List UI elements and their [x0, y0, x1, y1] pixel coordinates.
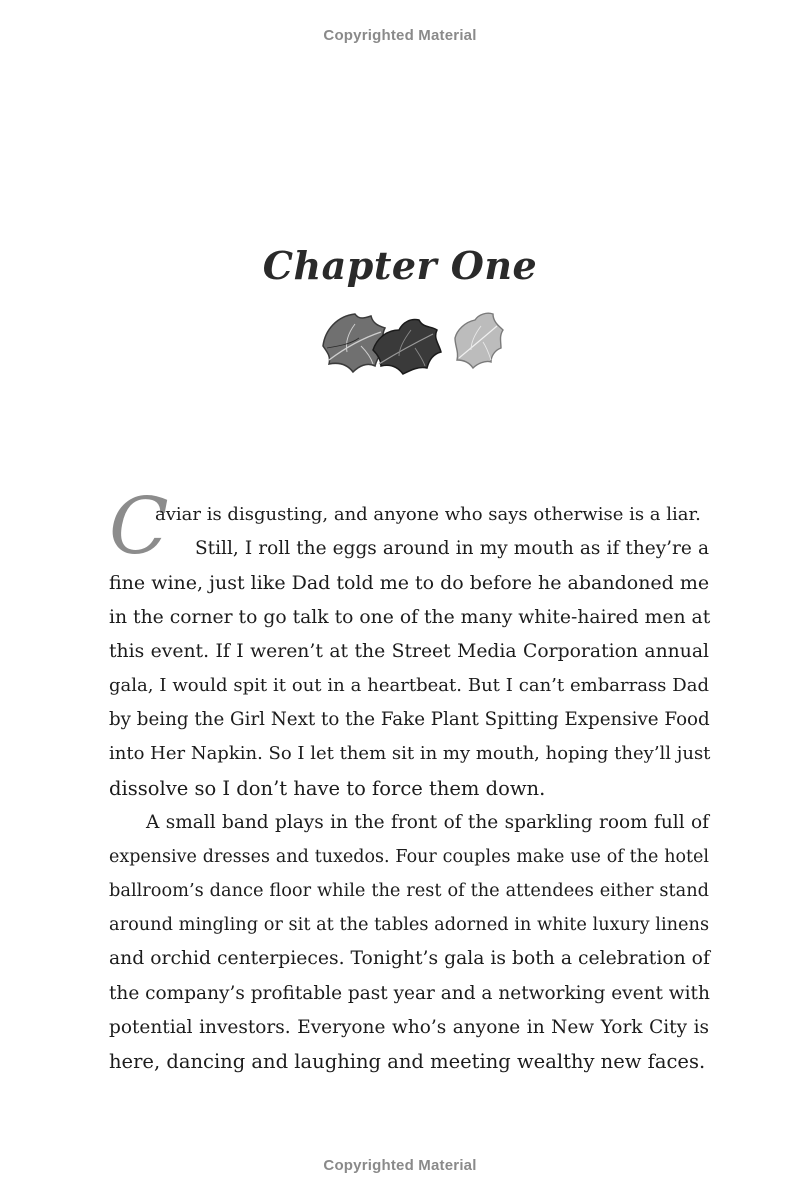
text-line: fine wine, just like Dad told me to do before he abandoned me — [109, 572, 710, 595]
text-line: A small band plays in the front of the sparkling room full of — [146, 811, 709, 833]
text-line: this event. If I weren’t at the Street Media Corporation annual — [109, 640, 709, 662]
text-line: the company’s profitable past year and a networking event with — [109, 982, 710, 1004]
autumn-leaves-icon — [315, 308, 507, 378]
text-line: in the corner to go talk to one of the many white-haired men at — [109, 606, 711, 628]
text-line: potential investors. Everyone who’s anyone in New York City is — [109, 1016, 709, 1038]
drop-cap: C — [109, 482, 169, 572]
text-line: around mingling or sit at the tables adorned in white luxury linens — [109, 915, 710, 936]
chapter-body — [109, 532, 709, 1079]
text-line: dissolve so I don’t have to force them down. — [109, 776, 546, 800]
text-line: ballroom’s dance floor while the rest of the attendees either stand — [109, 881, 709, 902]
text-line: here, dancing and laughing and meeting wealthy new faces. — [109, 1050, 706, 1073]
header-copyright-notice: Copyrighted Material — [323, 27, 477, 44]
text-line: gala, I would spit it out in a heartbeat. But I can’t embarrass Dad — [109, 674, 709, 696]
footer-copyright-notice: Copyrighted Material — [323, 1157, 477, 1174]
chapter-title: Chapter One — [262, 243, 538, 288]
text-line: expensive dresses and tuxedos. Four couples make use of the hotel — [109, 846, 709, 867]
first-line: aviar is disgusting, and anyone who says otherwise is a liar. — [155, 504, 701, 525]
right-leaf-icon — [455, 313, 503, 368]
text-line: by being the Girl Next to the Fake Plant Spitting Expensive Food — [109, 709, 710, 731]
text-line: and orchid centerpieces. Tonight’s gala is both a celebration of — [109, 948, 710, 970]
text-line: Still, I roll the eggs around in my mouth as if they’re a — [195, 538, 709, 560]
paragraph-2 — [109, 806, 709, 1080]
paragraph-1 — [109, 532, 709, 806]
text-line: into Her Napkin. So I let them sit in my mouth, hoping they’ll just — [109, 743, 711, 765]
